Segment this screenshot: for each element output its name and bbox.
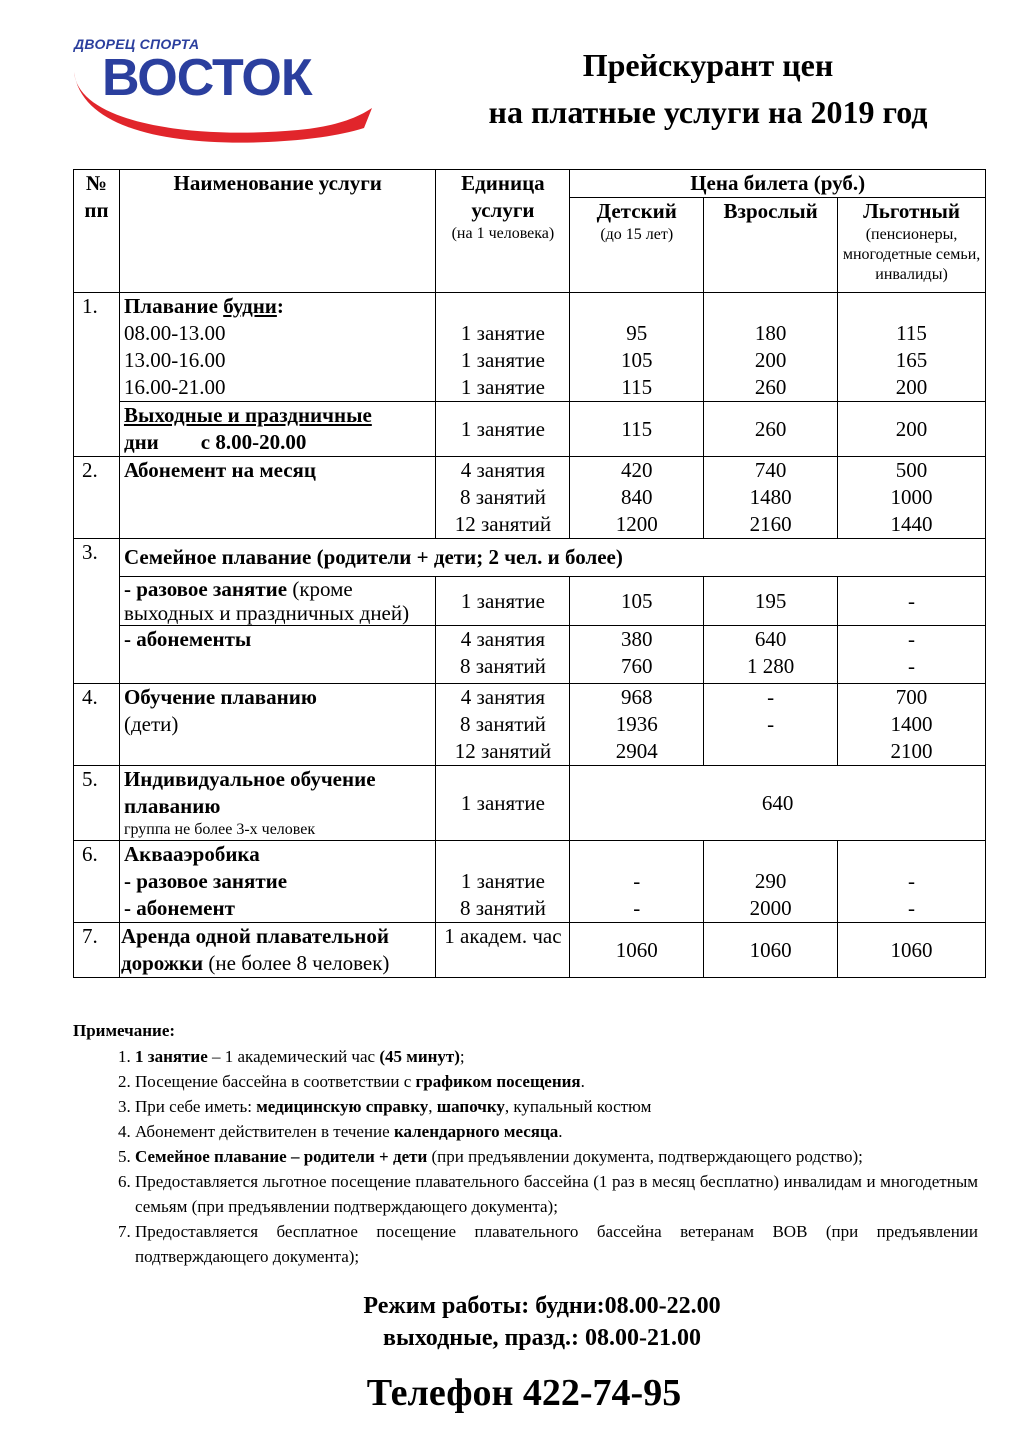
note-text: . xyxy=(558,1122,563,1141)
price-value: 1400 xyxy=(890,712,933,736)
unit-cell xyxy=(436,293,570,402)
note-bold: шапочку xyxy=(436,1097,505,1116)
header-discount-label: Льготный xyxy=(863,199,960,223)
unit-cell xyxy=(436,684,570,766)
price-value: 420 xyxy=(621,458,653,482)
table-row xyxy=(74,577,986,626)
adult-price-cell xyxy=(704,626,838,684)
row-num: 5. xyxy=(74,766,120,841)
unit-value: 1 занятие xyxy=(436,577,570,626)
header-num: № пп xyxy=(74,170,120,293)
price-value: 380 xyxy=(621,627,653,651)
price-value: 105 xyxy=(621,348,653,372)
child-price-cell xyxy=(570,293,704,402)
price-value: 2904 xyxy=(615,739,658,763)
notes-title: Примечание: xyxy=(73,1021,176,1040)
logo xyxy=(68,32,378,144)
note-item xyxy=(135,1044,978,1069)
price-value: 1060 xyxy=(838,923,986,978)
price-value: 180 xyxy=(754,321,787,345)
price-value: 115 xyxy=(896,321,927,345)
service-note: (дети) xyxy=(123,712,179,736)
note-bold: календарного месяца xyxy=(393,1122,559,1141)
service-title: Обучение плаванию xyxy=(123,685,317,709)
table-row xyxy=(74,923,986,978)
note-item: 6. Предоставляется льготное посещение плавательного бассейна (1 раз в месяц бесплатно) инвалидам и многодетным семьям (при предъявлении подтверждающего документа); xyxy=(135,1169,978,1219)
header-adult: Взрослый xyxy=(704,198,838,293)
note-text: , xyxy=(428,1097,437,1116)
note-item xyxy=(135,1119,978,1144)
price-value: 1060 xyxy=(704,923,838,978)
service-title: Абонемент на месяц xyxy=(119,457,436,539)
notes xyxy=(73,1018,978,1269)
phone-number: Телефон 422-74-95 xyxy=(366,1372,682,1414)
price-value: 968 xyxy=(621,685,653,709)
header-child-label: Детский xyxy=(596,199,677,223)
price-value: 1060 xyxy=(570,923,704,978)
price-value: 740 xyxy=(754,458,787,482)
row-num: 3. xyxy=(74,539,120,684)
adult-price-cell xyxy=(704,457,838,539)
service-note: группа не более 3-х человек xyxy=(123,821,316,838)
price-value: 2000 xyxy=(749,896,792,920)
price-value: 200 xyxy=(838,402,986,457)
service-title: Аквааэробика xyxy=(123,842,260,866)
price-value: 500 xyxy=(895,458,928,482)
single-session-label: - разовое занятие xyxy=(123,577,288,601)
price-value: 2100 xyxy=(890,739,933,763)
unit-value: 8 занятий xyxy=(459,485,546,509)
service-title: - абонементы xyxy=(119,626,436,684)
adult-price-cell xyxy=(704,841,838,923)
service-item: - разовое занятие xyxy=(123,869,288,893)
price-value: - xyxy=(838,577,986,626)
service-title-b: будни xyxy=(223,294,277,318)
table-row xyxy=(74,457,986,539)
price-value: 640 xyxy=(754,627,787,651)
unit-cell xyxy=(436,841,570,923)
header-unit-note: (на 1 человека) xyxy=(451,225,555,242)
child-price-cell xyxy=(570,841,704,923)
unit-value: 12 занятий xyxy=(454,512,552,536)
title-line-1: Прейскурант цен xyxy=(582,47,834,83)
header-row-1 xyxy=(74,170,986,198)
hours-weekdays: Режим работы: будни:08.00-22.00 xyxy=(363,1293,721,1319)
price-value: - xyxy=(633,896,641,920)
table-row xyxy=(74,402,986,457)
discount-price-cell xyxy=(838,626,986,684)
weekend-title: Выходные и праздничные xyxy=(123,403,372,427)
hours-weekends: выходные, празд.: 08.00-21.00 xyxy=(383,1325,701,1351)
unit-value: 4 занятия xyxy=(460,627,546,651)
header-price: Цена билета (руб.) xyxy=(570,170,986,198)
price-value: 115 xyxy=(570,402,704,457)
note-item xyxy=(135,1094,978,1119)
logo-subtitle: ДВОРЕЦ СПОРТА xyxy=(74,36,200,52)
price-value: - xyxy=(908,654,916,678)
unit-value: 1 занятие xyxy=(436,402,570,457)
unit-value: 1 занятие xyxy=(460,348,545,372)
table-row xyxy=(74,539,986,577)
note-bold: графиком посещения xyxy=(415,1072,581,1091)
table-row xyxy=(74,293,986,402)
note-text: Абонемент действителен в течение xyxy=(135,1122,394,1141)
header-unit-label: Единица услуги xyxy=(461,171,545,222)
weekend-time xyxy=(124,429,432,456)
discount-price-cell xyxy=(838,841,986,923)
service-title xyxy=(124,293,432,320)
service-cell xyxy=(119,923,436,978)
price-value: 115 xyxy=(621,375,653,399)
price-value: 640 xyxy=(570,766,986,841)
note-text: – 1 академический час xyxy=(207,1047,380,1066)
adult-price-cell xyxy=(704,293,838,402)
price-value: 1000 xyxy=(890,485,933,509)
price-value: 1936 xyxy=(615,712,658,736)
price-value: 195 xyxy=(704,577,838,626)
table-row xyxy=(74,841,986,923)
unit-value: 1 академ. час xyxy=(436,923,570,978)
price-value: 760 xyxy=(621,654,653,678)
price-value: 840 xyxy=(621,485,653,509)
price-value: 95 xyxy=(626,321,648,345)
single-session-note: (кроме выходных и праздничных дней) xyxy=(123,577,410,625)
price-value: 200 xyxy=(754,348,787,372)
service-cell xyxy=(119,577,436,626)
note-text: , купальный костюм xyxy=(504,1097,652,1116)
price-value: 260 xyxy=(754,375,787,399)
note-bold: (45 минут) xyxy=(379,1047,460,1066)
table-row xyxy=(74,626,986,684)
header-discount-note: (пенсионеры, многодетные семьи, инвалиды) xyxy=(842,226,981,283)
row-num: 7. xyxy=(74,923,120,978)
service-title-c: : xyxy=(276,294,284,318)
price-value: 1480 xyxy=(749,485,792,509)
note-text: ; xyxy=(459,1047,465,1066)
header-service: Наименование услуги xyxy=(119,170,436,293)
header-child xyxy=(570,198,704,293)
price-value: 700 xyxy=(895,685,928,709)
row-num: 2. xyxy=(74,457,120,539)
table-row xyxy=(74,684,986,766)
note-item xyxy=(135,1069,978,1094)
logo-name: ВОСТОК xyxy=(102,49,312,107)
price-value: 2160 xyxy=(749,512,792,536)
unit-value: 8 занятий xyxy=(459,712,546,736)
unit-cell xyxy=(436,626,570,684)
service-title: Аренда одной плавательной дорожки xyxy=(120,924,389,975)
service-item: - абонемент xyxy=(123,896,235,920)
price-table xyxy=(73,169,986,978)
discount-price-cell xyxy=(838,293,986,402)
weekend-days: дни xyxy=(123,430,159,454)
unit-value: 1 занятие xyxy=(460,869,545,893)
discount-price-cell xyxy=(838,457,986,539)
row-num: 6. xyxy=(74,841,120,923)
weekend-hours: с 8.00-20.00 xyxy=(200,430,307,454)
price-value: 290 xyxy=(754,869,787,893)
adult-price-cell xyxy=(704,684,838,766)
price-value: - xyxy=(633,869,641,893)
time-slot: 13.00-16.00 xyxy=(123,348,226,372)
note-text: Посещение бассейна в соответствии с xyxy=(135,1072,416,1091)
unit-value: 1 занятие xyxy=(460,375,545,399)
price-value: - xyxy=(908,896,916,920)
service-cell xyxy=(119,402,436,457)
row-num: 4. xyxy=(74,684,120,766)
price-value: 200 xyxy=(895,375,928,399)
note-item xyxy=(135,1144,978,1169)
price-value: 1 280 xyxy=(747,654,795,678)
unit-value: 4 занятия xyxy=(460,458,546,482)
price-value: - xyxy=(767,685,775,709)
service-title: Индивидуальное обучение плаванию xyxy=(123,767,376,818)
child-price-cell xyxy=(570,684,704,766)
unit-value: 4 занятия xyxy=(460,685,546,709)
service-cell xyxy=(119,766,436,841)
service-title-a: Плавание xyxy=(123,294,224,318)
note-item: 7. Предоставляется бесплатное посещение плавательного бассейна ветеранам ВОВ (при предъявлении подтверждающего документа); xyxy=(135,1219,978,1269)
unit-value: 1 занятие xyxy=(436,766,570,841)
note-text: При себе иметь: xyxy=(135,1097,257,1116)
time-slot: 16.00-21.00 xyxy=(123,375,226,399)
price-value: 165 xyxy=(895,348,928,372)
price-value: - xyxy=(908,627,916,651)
price-value: 260 xyxy=(704,402,838,457)
price-value: - xyxy=(767,712,775,736)
title-line-2: на платные услуги на 2019 год xyxy=(488,94,928,130)
service-cell xyxy=(119,684,436,766)
price-value: 1440 xyxy=(890,512,933,536)
price-value: - xyxy=(908,869,916,893)
table-row xyxy=(74,766,986,841)
unit-value: 8 занятий xyxy=(459,896,546,920)
child-price-cell xyxy=(570,626,704,684)
price-value: 1200 xyxy=(615,512,658,536)
note-bold: Семейное плавание – родители + дети xyxy=(135,1147,428,1166)
row-num: 1. xyxy=(74,293,120,457)
service-cell xyxy=(119,293,436,402)
unit-value: 8 занятий xyxy=(459,654,546,678)
discount-price-cell xyxy=(838,684,986,766)
note-text: (при предъявлении документа, подтверждающего родство); xyxy=(427,1147,863,1166)
page-title xyxy=(430,42,986,136)
notes-list xyxy=(73,1044,978,1269)
header-discount xyxy=(838,198,986,293)
working-hours xyxy=(0,1290,1024,1354)
service-note: (не более 8 человек) xyxy=(203,951,390,975)
time-slot: 08.00-13.00 xyxy=(123,321,226,345)
note-bold: медицинскую справку xyxy=(256,1097,429,1116)
note-bold: 1 занятие xyxy=(135,1047,208,1066)
unit-cell xyxy=(436,457,570,539)
header-child-note: (до 15 лет) xyxy=(600,226,674,243)
note-text: . xyxy=(580,1072,585,1091)
child-price-cell xyxy=(570,457,704,539)
service-title: Семейное плавание (родители + дети; 2 чел. и более) xyxy=(119,539,985,577)
service-cell xyxy=(119,841,436,923)
unit-value: 1 занятие xyxy=(460,321,545,345)
unit-value: 12 занятий xyxy=(454,739,552,763)
header-unit xyxy=(436,170,570,293)
price-value: 105 xyxy=(570,577,704,626)
